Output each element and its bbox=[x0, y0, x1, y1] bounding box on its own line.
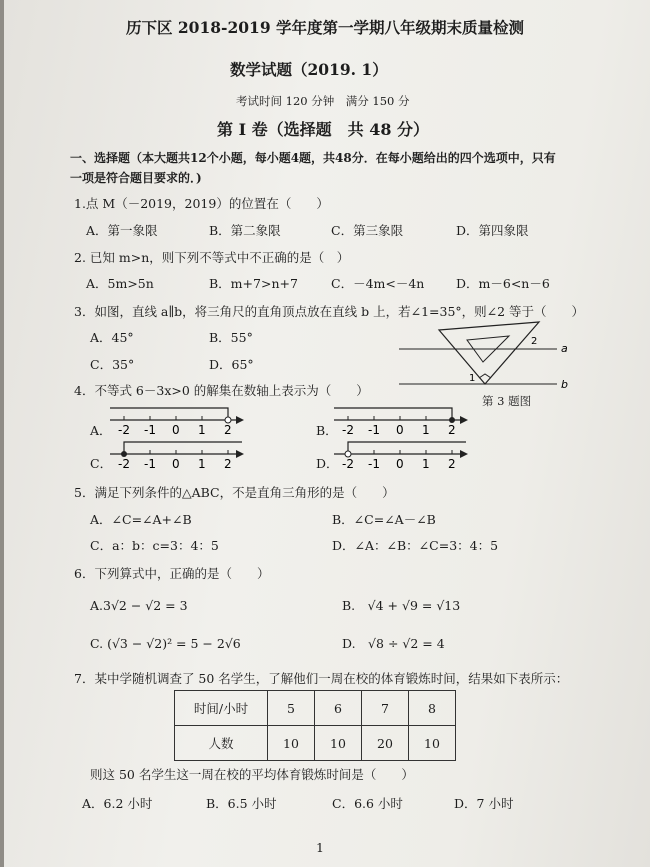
q4a-tick-0: 0 bbox=[172, 423, 180, 437]
q7-option-b: B．6.5 小时 bbox=[206, 796, 277, 811]
page-number: 1 bbox=[316, 840, 324, 855]
exam-paper bbox=[4, 0, 650, 867]
q4-option-b: B． bbox=[316, 423, 338, 438]
q4a-tick-1: 1 bbox=[198, 423, 206, 437]
q5-stem: 5．满足下列条件的△ABC，不是直角三角形的是（ ） bbox=[74, 485, 395, 500]
q4b-tick-neg1: -1 bbox=[368, 423, 380, 437]
q3-angle-1-label: 1 bbox=[469, 373, 476, 384]
q4c-tick-0: 0 bbox=[172, 457, 180, 471]
q5-option-d: D．∠A：∠B：∠C=3：4：5 bbox=[332, 538, 499, 553]
q6-option-c: C. (√3 − √2)² = 5 − 2√6 bbox=[90, 636, 241, 651]
q7-option-d: D．7 小时 bbox=[454, 796, 514, 811]
table-cell: 10 bbox=[409, 726, 456, 761]
table-header-cell: 5 bbox=[268, 691, 315, 726]
q4a-tick-neg2: -2 bbox=[118, 423, 130, 437]
q3-figure-caption: 第 3 题图 bbox=[482, 394, 532, 408]
q6-stem: 6．下列算式中，正确的是（ ） bbox=[74, 566, 270, 581]
q5-option-b: B．∠C=∠A－∠B bbox=[332, 512, 436, 527]
q1-option-b: B．第二象限 bbox=[209, 223, 281, 238]
q4c-tick-neg1: -1 bbox=[144, 457, 156, 471]
q7-option-c: C．6.6 小时 bbox=[332, 796, 403, 811]
q4b-tick-2: 2 bbox=[448, 423, 456, 437]
q2-option-b: B．m+7>n+7 bbox=[209, 276, 298, 291]
q4d-tick-0: 0 bbox=[396, 457, 404, 471]
q5-option-a: A．∠C=∠A+∠B bbox=[90, 512, 192, 527]
q3-option-d: D．65° bbox=[209, 357, 254, 372]
q4c-tick-1: 1 bbox=[198, 457, 206, 471]
q6-option-b: B. √4 + √9 = √13 bbox=[342, 598, 461, 613]
q4a-tick-neg1: -1 bbox=[144, 423, 156, 437]
table-cell: 10 bbox=[315, 726, 362, 761]
table-header-cell: 7 bbox=[362, 691, 409, 726]
q4d-tick-neg1: -1 bbox=[368, 457, 380, 471]
q7-stem: 7．某中学随机调查了 50 名学生，了解他们一周在校的体育锻炼时间，结果如下表所示： bbox=[74, 671, 569, 686]
q4-stem: 4．不等式 6－3x>0 的解集在数轴上表示为（ ） bbox=[74, 383, 369, 398]
q4a-tick-2: 2 bbox=[224, 423, 232, 437]
q1-option-d: D．第四象限 bbox=[456, 223, 529, 238]
q7-option-a: A．6.2 小时 bbox=[82, 796, 153, 811]
q6-option-d: D. √8 ÷ √2 = 4 bbox=[342, 636, 445, 651]
q7-data-table bbox=[174, 690, 456, 761]
exam-info: 考试时间 120 分钟 满分 150 分 bbox=[236, 94, 410, 108]
table-row bbox=[175, 691, 456, 726]
q2-option-c: C．－4m<－4n bbox=[331, 276, 425, 291]
table-header-cell: 6 bbox=[315, 691, 362, 726]
q1-option-c: C．第三象限 bbox=[331, 223, 404, 238]
q4d-tick-neg2: -2 bbox=[342, 457, 354, 471]
q4c-tick-2: 2 bbox=[224, 457, 232, 471]
q4-number-line-c bbox=[106, 436, 246, 472]
q3-option-b: B．55° bbox=[209, 330, 253, 345]
q2-option-a: A．5m>5n bbox=[86, 276, 154, 291]
table-cell: 人数 bbox=[175, 726, 268, 761]
table-cell: 10 bbox=[268, 726, 315, 761]
exam-subtitle: 数学试题（2019. 1） bbox=[230, 60, 388, 79]
q2-stem: 2. 已知 m>n，则下列不等式中不正确的是（ ） bbox=[74, 250, 350, 265]
q6-option-a: A.3√2 − √2 = 3 bbox=[90, 598, 188, 613]
q2-option-d: D．m－6<n－6 bbox=[456, 276, 550, 291]
table-header-cell: 时间/小时 bbox=[175, 691, 268, 726]
q3-option-c: C．35° bbox=[90, 357, 135, 372]
q4-number-line-d bbox=[330, 436, 470, 472]
q4b-tick-0: 0 bbox=[396, 423, 404, 437]
instructions-line-2: 一项是符合题目要求的．) bbox=[70, 171, 202, 185]
q4-number-line-a bbox=[106, 402, 246, 438]
q3-line-b-label: b bbox=[561, 378, 568, 391]
q4d-tick-2: 2 bbox=[448, 457, 456, 471]
q4-option-c: C． bbox=[90, 456, 113, 471]
q4b-tick-1: 1 bbox=[422, 423, 430, 437]
table-row bbox=[175, 726, 456, 761]
q3-angle-2-label: 2 bbox=[531, 336, 538, 347]
q4d-tick-1: 1 bbox=[422, 457, 430, 471]
q4c-tick-neg2: -2 bbox=[118, 457, 130, 471]
q5-option-c: C．a：b：c=3：4：5 bbox=[90, 538, 219, 553]
table-cell: 20 bbox=[362, 726, 409, 761]
q3-stem: 3．如图，直线 a∥b，将三角尺的直角顶点放在直线 b 上，若∠1=35°，则∠2 等于（ ） bbox=[74, 304, 585, 319]
q3-line-a-label: a bbox=[561, 342, 568, 355]
exam-title: 历下区 2018-2019 学年度第一学期八年级期末质量检测 bbox=[126, 18, 525, 37]
section-title: 第 I 卷（选择题 共 48 分） bbox=[217, 120, 430, 139]
q1-option-a: A．第一象限 bbox=[86, 223, 158, 238]
q7-followup: 则这 50 名学生这一周在校的平均体育锻炼时间是（ ） bbox=[90, 767, 414, 782]
q1-stem: 1.点 M（－2019，2019）的位置在（ ） bbox=[74, 196, 329, 211]
q4-option-d: D． bbox=[316, 456, 339, 471]
q3-option-a: A．45° bbox=[90, 330, 134, 345]
q4-number-line-b bbox=[330, 402, 470, 438]
instructions-line-1: 一、选择题（本大题共12个小题，每小题4题，共48分．在每小题给出的四个选项中，只有 bbox=[70, 151, 556, 165]
q4-option-a: A． bbox=[90, 423, 112, 438]
q4b-tick-neg2: -2 bbox=[342, 423, 354, 437]
table-header-cell: 8 bbox=[409, 691, 456, 726]
